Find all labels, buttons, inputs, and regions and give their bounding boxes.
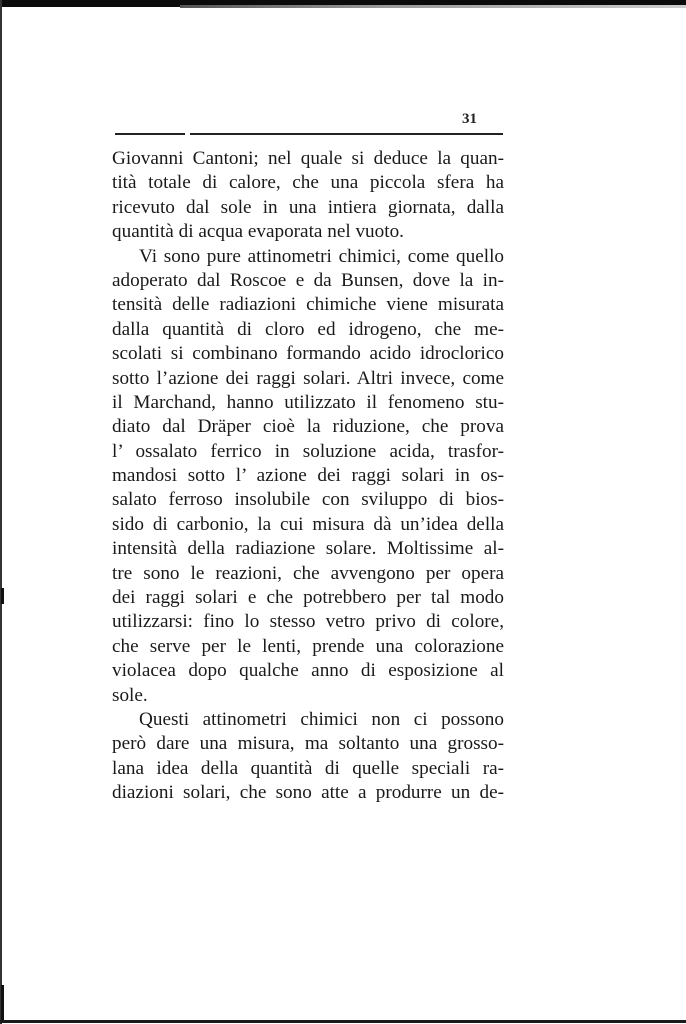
text-line: tre sono le reazioni, che avvengono per opera: [112, 562, 504, 584]
body-text: [112, 147, 504, 806]
text-line: l’ ossalato ferrico in soluzione acida, trasfor-: [112, 440, 504, 462]
text-line: sido di carbonio, la cui misura dà un’idea della: [112, 513, 504, 535]
paragraph-2: [112, 245, 504, 708]
text-line: mandosi sotto l’ azione dei raggi solari in os-: [112, 465, 504, 487]
text-line: utilizzarsi: fino lo stesso vetro privo di colore,: [112, 611, 504, 633]
paragraph-3: [112, 708, 504, 806]
text-line: il Marchand, hanno utilizzato il fenomeno stu-: [112, 391, 504, 413]
text-line: scolati si combinano formando acido idroclorico: [112, 343, 504, 365]
text-line: sotto l’azione dei raggi solari. Altri invece, come: [112, 367, 504, 389]
text-line: Questi attinometri chimici non ci possono: [139, 708, 504, 730]
text-line: adoperato dal Roscoe e da Bunsen, dove la in-: [112, 269, 504, 291]
text-line: salato ferroso insolubile con sviluppo di bios-: [112, 489, 504, 511]
text-line: Vi sono pure attinometri chimici, come quello: [139, 245, 504, 267]
text-line: diato dal Dräper cioè la riduzione, che prova: [112, 416, 504, 438]
scan-left-edge-bottom: [1, 985, 4, 1021]
paragraph-1: [112, 147, 504, 245]
text-line: tensità delle radiazioni chimiche viene misurata: [112, 294, 504, 316]
text-line: Giovanni Cantoni; nel quale si deduce la quan-: [112, 148, 504, 169]
text-line: diazioni solari, che sono atte a produrre un de-: [112, 782, 504, 804]
text-line: sole.: [112, 684, 148, 706]
text-line: ricevuto dal sole in una intiera giornata, dalla: [112, 196, 504, 218]
scan-left-edge: [0, 0, 2, 1024]
text-line: dalla quantità di cloro ed idrogeno, che me-: [112, 318, 504, 340]
scan-left-notch: [1, 588, 4, 604]
text-line: quantità di acqua evaporata nel vuoto.: [112, 221, 404, 243]
text-line: che serve per le lenti, prende una colorazione: [112, 635, 504, 657]
text-line: lana idea della quantità di quelle speciali ra-: [112, 757, 504, 779]
text-line: violacea dopo qualche anno di esposizione al: [112, 660, 504, 682]
text-line: tità totale di calore, che una piccola sfera ha: [112, 172, 504, 194]
header-rule-right: [190, 133, 503, 135]
page-number: 31: [462, 111, 477, 127]
text-line: intensità della radiazione solare. Moltissime al-: [112, 538, 504, 560]
scan-bottom-edge: [0, 1020, 686, 1023]
text-line: dei raggi solari e che potrebbero per tal modo: [112, 587, 504, 609]
scan-top-edge-fade: [180, 5, 686, 8]
text-line: però dare una misura, ma soltanto una grosso-: [112, 733, 504, 755]
header-rule-left: [115, 133, 185, 135]
